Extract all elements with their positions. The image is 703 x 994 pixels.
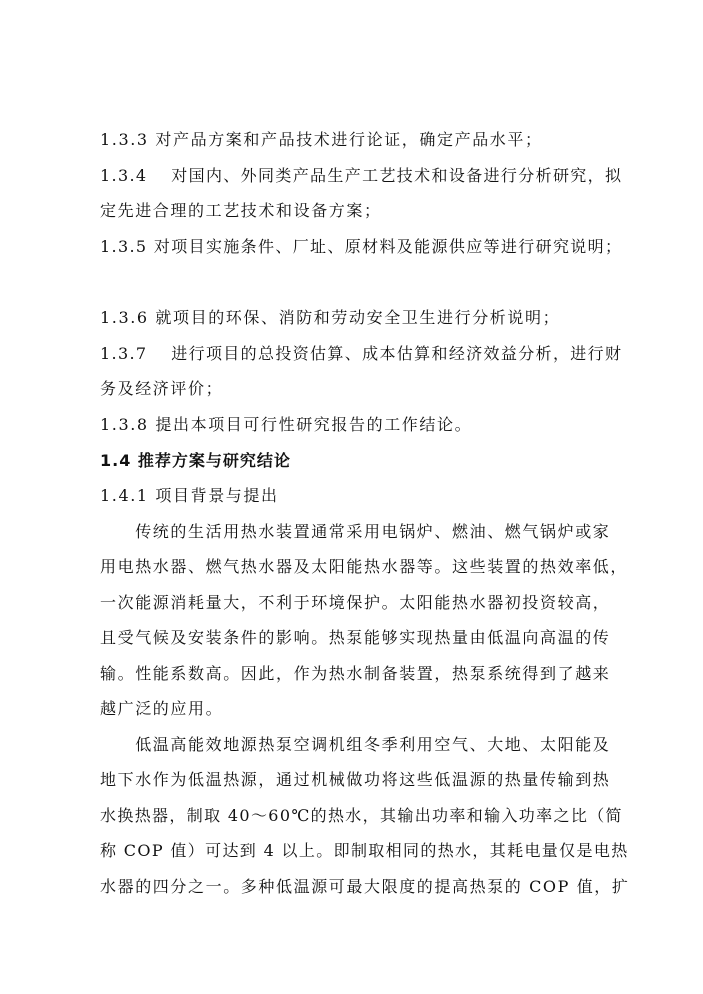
paragraph-2-line-4: 称 COP 值）可达到 4 以上。即制取相同的热水，其耗电量仅是电热 — [100, 841, 629, 860]
paragraph-2-line-1: 低温高能效地源热泵空调机组冬季利用空气、大地、太阳能及 — [100, 735, 611, 754]
paragraph-2-line-2: 地下水作为低温热源，通过机械做功将这些低温源的热量传输到热 — [100, 770, 611, 789]
item-1-3-3: 1.3.3 对产品方案和产品技术进行论证，确定产品水平； — [100, 130, 543, 149]
section-heading-1-4: 1.4 推荐方案与研究结论 — [100, 451, 291, 470]
paragraph-1-line-5: 输。性能系数高。因此，作为热水制备装置，热泵系统得到了越来 — [100, 664, 611, 683]
paragraph-1-line-2: 用电热水器、燃气热水器及太阳能热水器等。这些装置的热效率低， — [100, 557, 629, 576]
paragraph-1-line-1: 传统的生活用热水装置通常采用电锅炉、燃油、燃气锅炉或家 — [100, 522, 611, 541]
item-1-3-6: 1.3.6 就项目的环保、消防和劳动安全卫生进行分析说明； — [100, 308, 561, 327]
item-1-3-8: 1.3.8 提出本项目可行性研究报告的工作结论。 — [100, 415, 473, 434]
item-1-3-7: 1.3.7 进行项目的总投资估算、成本估算和经济效益分析，进行财 — [100, 344, 623, 363]
item-1-3-7-cont: 务及经济评价； — [100, 379, 224, 398]
subsection-heading-1-4-1: 1.4.1 项目背景与提出 — [100, 486, 279, 505]
item-1-3-4-cont: 定先进合理的工艺技术和设备方案； — [100, 201, 382, 220]
paragraph-2-line-3: 水换热器，制取 40～60℃的热水，其输出功率和输入功率之比（简 — [100, 806, 623, 825]
item-1-3-4: 1.3.4 对国内、外同类产品生产工艺技术和设备进行分析研究，拟 — [100, 166, 623, 185]
paragraph-1-line-4: 且受气候及安装条件的影响。热泵能够实现热量由低温向高温的传 — [100, 628, 611, 647]
item-1-3-5: 1.3.5 对项目实施条件、厂址、原材料及能源供应等进行研究说明； — [100, 237, 623, 256]
paragraph-1-line-6: 越广泛的应用。 — [100, 699, 224, 718]
paragraph-1-line-3: 一次能源消耗量大，不利于环境保护。太阳能热水器初投资较高， — [100, 593, 611, 612]
paragraph-2-line-5: 水器的四分之一。多种低温源可最大限度的提高热泵的 COP 值，扩 — [100, 877, 630, 896]
